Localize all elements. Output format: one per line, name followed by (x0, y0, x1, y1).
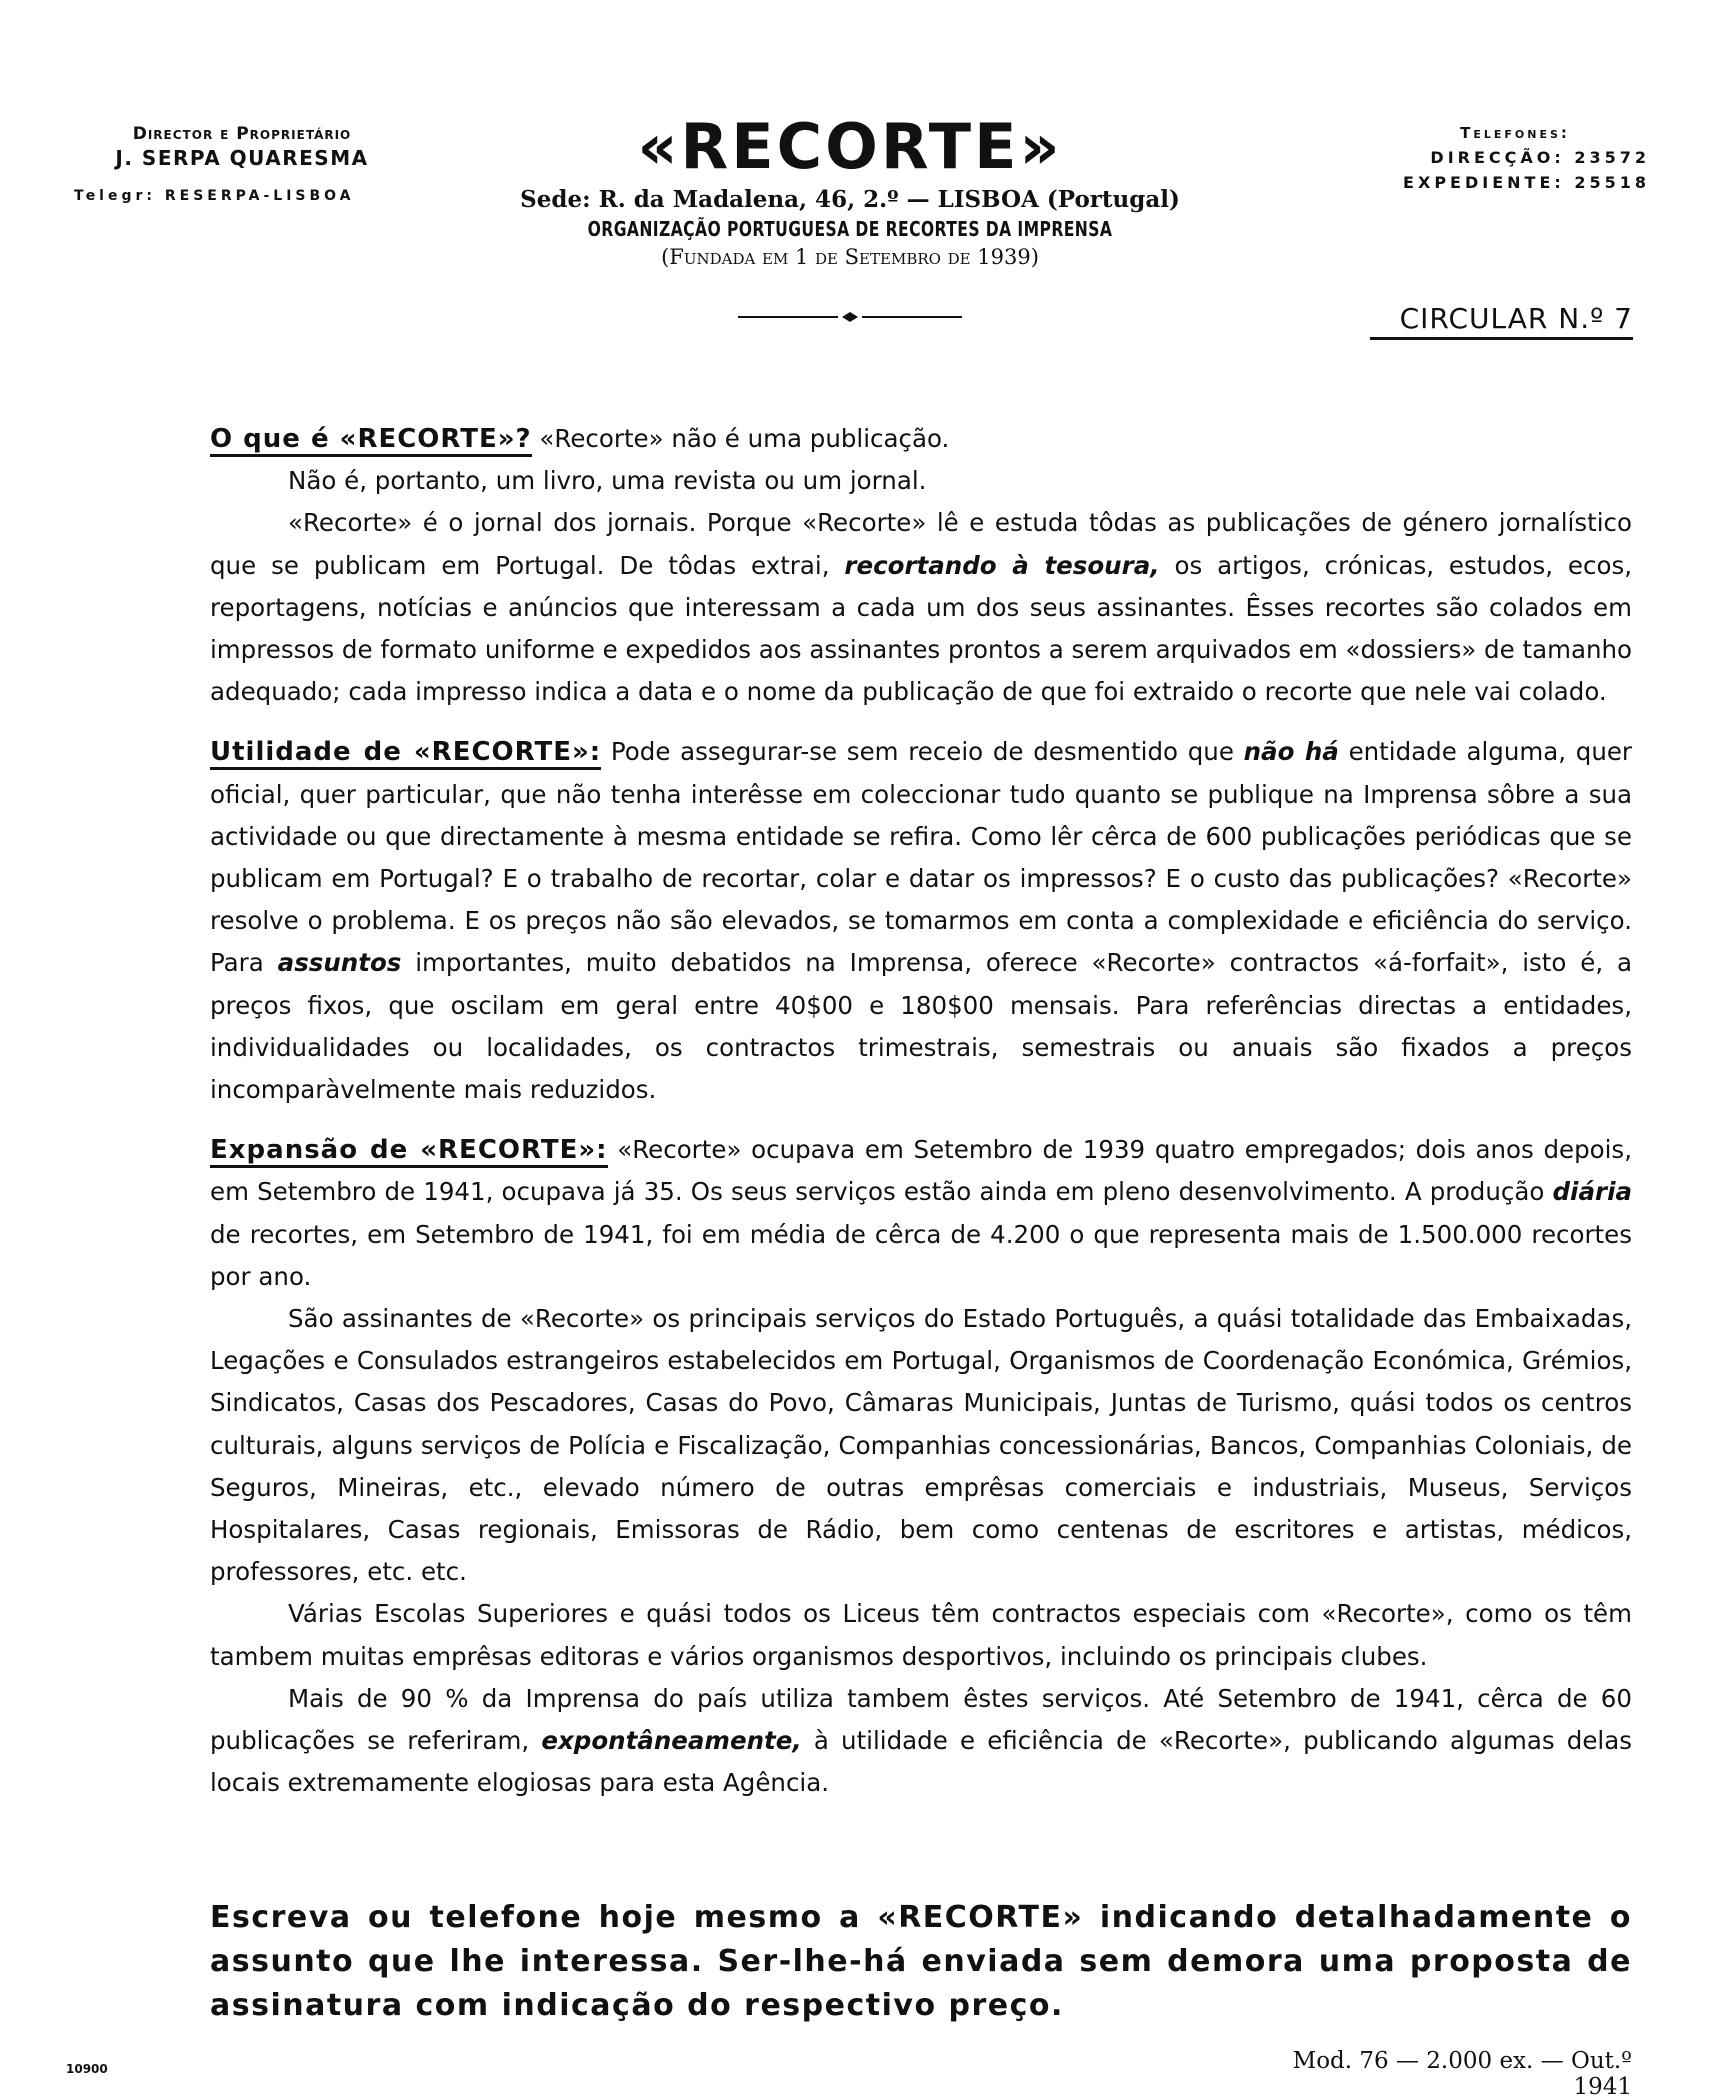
founding-date: (Fundada em 1 de Setembro de 1939) (661, 245, 1039, 269)
what-is-lead: «Recorte» não é uma publicação. (531, 424, 950, 453)
expansion-p4-text-b: à utilidade e eficiência de «Recorte», publicando algumas delas locais extremamente elogiosas para esta Agência. (210, 1726, 1633, 1798)
what-is-p3 (210, 502, 1632, 713)
expansion-emph-1: diária (1552, 1177, 1632, 1207)
expansion-p4-text-a: Mais de 90 % da Imprensa do país utiliza tambem êstes serviços. Até Setembro de 1941, cêrca de 60 publicações se referiram, (210, 1683, 1632, 1756)
phone-direccao: DIRECÇÃO: 23572 (1430, 148, 1650, 167)
head-office-address: Sede: R. da Madalena, 46, 2.º — LISBOA (Portugal) (520, 186, 1180, 213)
director-name: J. SERPA QUARESMA (115, 146, 369, 170)
what-is-p2: Não é, portanto, um livro, uma revista ou um jornal. (288, 466, 927, 496)
letterhead (470, 112, 1230, 269)
heading-what-is: O que é «RECORTE»? (210, 424, 532, 457)
expansion-p2: São assinantes de «Recorte» os principais serviços do Estado Português, a quási totalidade das Embaixadas, Legações e Consulados estrangeiros estabelecidos em Portugal, Organismos de Coordenação Económica, Grémios, Sindicatos, Casas dos Pescadores, Casas do Povo, Câmaras Municipais, Juntas de Turismo, quási todos os centros culturais, alguns serviços de Polícia e Fiscalização, Companhias concessionárias, Bancos, Companhias Coloniais, de Seguros, Mineiras, etc., elevado número de outras emprêsas comerciais e industriais, Museus, Serviços Hospitalares, Casas regionais, Emissoras de Rádio, bem como centenas de escritores e artistas, médicos, professores, etc. etc. (210, 1304, 1632, 1587)
expansion-p3: Várias Escolas Superiores e quási todos os Liceus têm contractos especiais com «Recorte», como os têm tambem muitas emprêsas editoras e vários organismos desportivos, incluindo os principais clubes. (210, 1599, 1632, 1671)
utility-emph-2: assuntos (277, 948, 402, 978)
brand-title: «RECORTE» (637, 110, 1063, 183)
phones-label: Telefones: (1460, 124, 1570, 142)
expansion-text-b: de recortes, em Setembro de 1941, foi em média de cêrca de 4.200 o que representa mais de 1.500.000 recortes por ano. (210, 1219, 1632, 1291)
body-text (210, 418, 1632, 1805)
what-is-p3-text-b: os artigos, crónicas, estudos, ecos, reportagens, notícias e anúncios que interessam a cada um dos seus assinantes. Êsses recortes são colados em impressos de formato uniforme e expedidos aos assinantes prontos a serem arquivados em «dossiers» de tamanho adequado; cada impresso indica a data e o nome da publicação de que foi extraido o recorte que nele vai colado. (210, 550, 1633, 707)
heading-expansion: Expansão de «RECORTE»: (210, 1135, 608, 1168)
header-right (1340, 124, 1650, 192)
telex-address: Telegr: RESERPA-LISBOA (74, 188, 355, 204)
what-is-p3-text-a: «Recorte» é o jornal dos jornais. Porque «Recorte» lê e estuda tôdas as publicações de género jornalístico que se publicam em Portugal. De tôdas extrai, (210, 508, 1632, 580)
phone-expediente: EXPEDIENTE: 25518 (1403, 173, 1650, 192)
utility-text-b: entidade alguma, quer oficial, quer particular, que não tenha interêsse em coleccionar tudo quanto se publique na Imprensa sôbre a sua actividade ou que directamente à mesma entidade se refira. Como lêr cêrca de 600 publicações periódicas que se publicam em Portugal? E o trabalho de recortar, colar e datar os impressos? E o custo das publicações? «Recorte» resolve o problema. E os preços não são elevados, se tomarmos em conta a complexidade e eficiência do serviço. Para (210, 737, 1632, 978)
print-code: 10900 (66, 2062, 108, 2076)
section-expansion (210, 1129, 1632, 1298)
organization-name: ORGANIZAÇÃO PORTUGUESA DE RECORTES DA IMPRENSA (587, 217, 1113, 241)
what-is-p3-emph: recortando à tesoura, (844, 550, 1160, 580)
ornament-rule (738, 310, 962, 324)
call-to-action: Escreva ou telefone hoje mesmo a «RECORTE» indicando detalhadamente o assunto que lhe interessa. Ser-lhe-há enviada sem demora uma proposta de assinatura com indicação do respectivo preço. (210, 1900, 1632, 2023)
utility-emph-1: não há (1243, 737, 1339, 767)
section-utility (210, 731, 1632, 1111)
form-reference: Mod. 76 — 2.000 ex. — Out.º 1941 (1292, 2048, 1632, 2100)
expansion-p4 (210, 1678, 1632, 1805)
director-role: Director e Proprietário (132, 124, 352, 144)
header-left (72, 124, 412, 204)
circular-number: CIRCULAR N.º 7 (1370, 302, 1633, 340)
heading-utility: Utilidade de «RECORTE»: (210, 737, 601, 770)
expansion-text-a: «Recorte» ocupava em Setembro de 1939 quatro empregados; dois anos depois, em Setembro de 1941, ocupava já 35. Os seus serviços estão ainda em pleno desenvolvimento. A produção (210, 1135, 1632, 1207)
expansion-p4-emph: expontâneamente, (541, 1726, 802, 1756)
utility-text-c: importantes, muito debatidos na Imprensa, oferece «Recorte» contractos «á-forfait», isto é, a preços fixos, que oscilam em geral entre 40$00 e 180$00 mensais. Para referências directas a entidades, individualidades ou localidades, os contractos trimestrais, semestrais ou anuais são fixados a preços incomparàvelmente mais reduzidos. (210, 948, 1633, 1105)
section-what-is (210, 418, 1632, 460)
utility-text-a: Pode assegurar-se sem receio de desmentido que (601, 737, 1244, 767)
